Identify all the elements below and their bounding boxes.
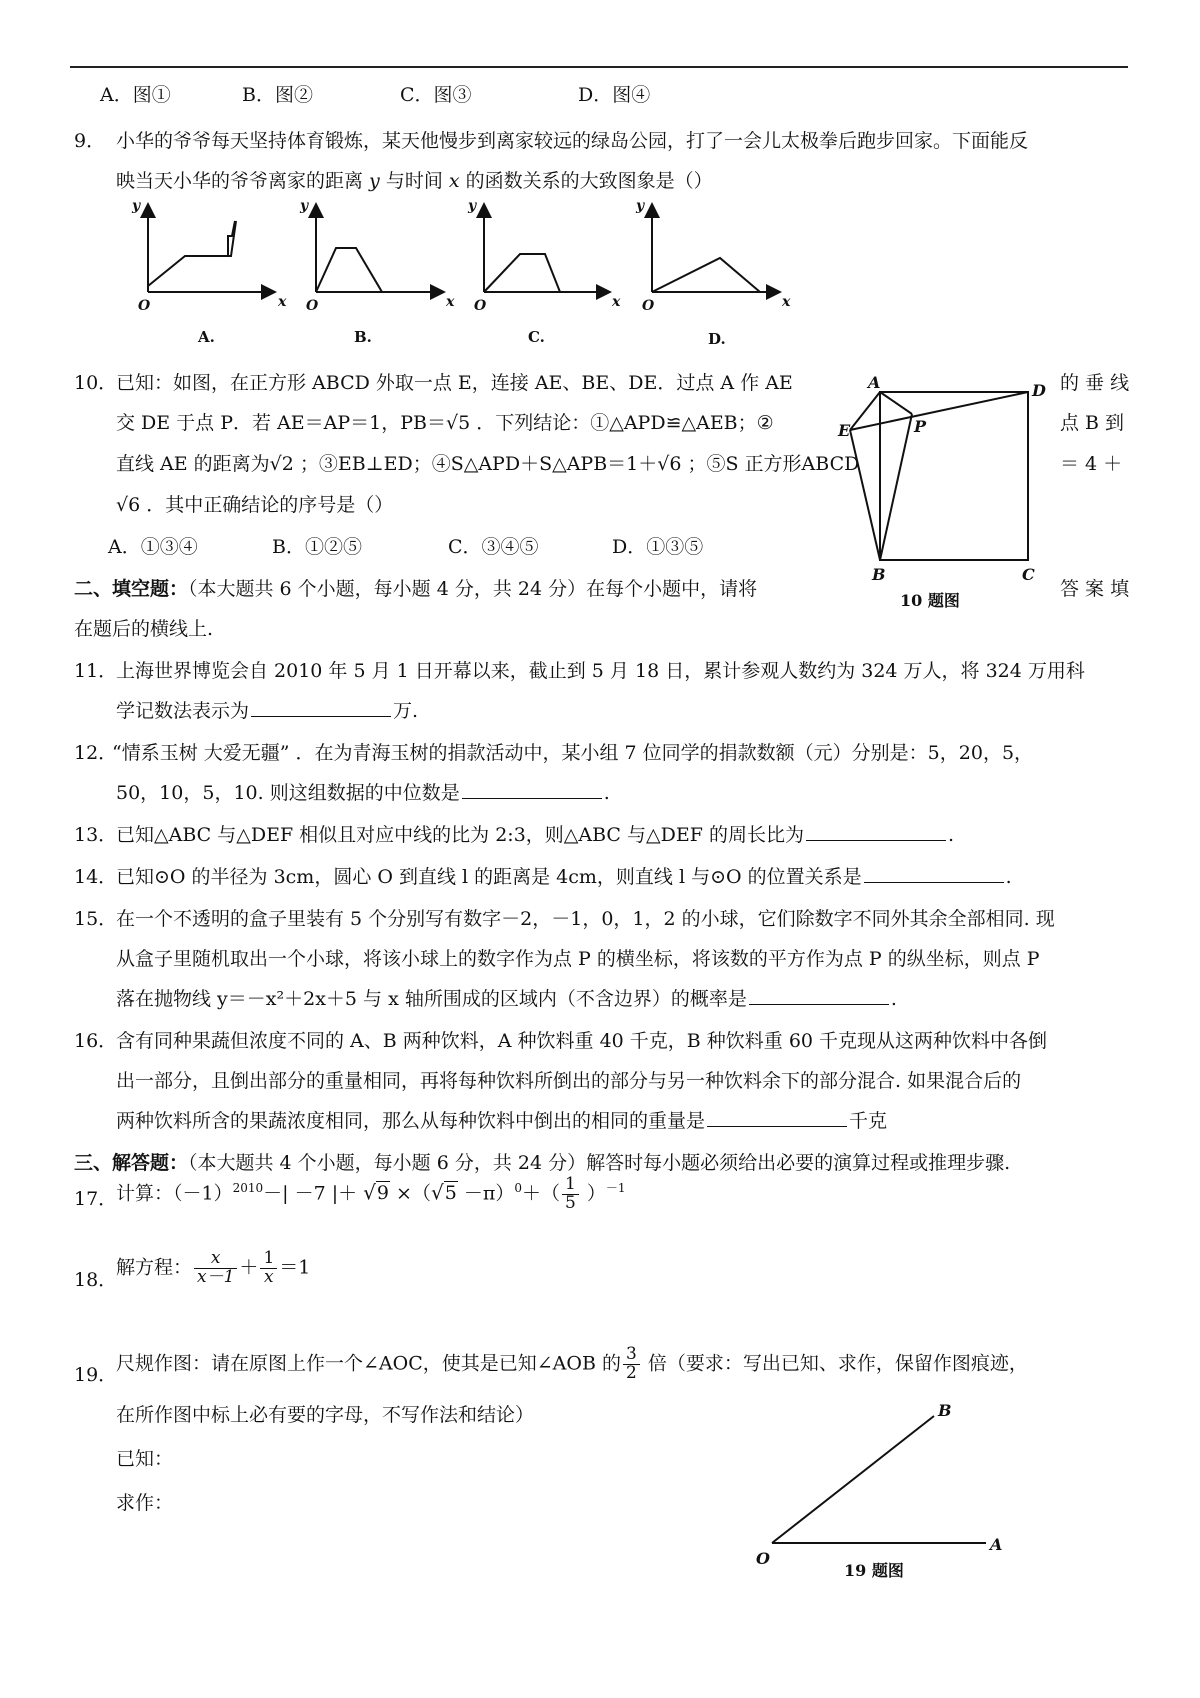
q9-graph-b-x: x bbox=[446, 294, 455, 310]
q10-option-a: A．①③④ bbox=[108, 536, 198, 558]
q15-number: 15． bbox=[74, 908, 118, 930]
q10-fig-label-p: P bbox=[914, 417, 927, 436]
q17-number: 17． bbox=[74, 1188, 118, 1210]
q19-figure bbox=[748, 1400, 1008, 1580]
q19-fig-label-b: B bbox=[938, 1401, 952, 1420]
q9-caption-a: A. bbox=[198, 328, 215, 346]
q16-number: 16． bbox=[74, 1030, 118, 1052]
q19-line1: 尺规作图：请在原图上作一个∠AOC，使其是已知∠AOB 的 $\frac{3}{2}$ 倍（要求：写出已知、求作，保留作图痕迹， bbox=[116, 1344, 1028, 1383]
sec3-heading: 三、解答题：（本大题共 4 个小题，每小题 6 分，共 24 分）解答时每小题必须给出必要的演算过程或推理步骤. bbox=[74, 1152, 1011, 1174]
q9-caption-b: B. bbox=[354, 328, 372, 346]
q8-option-a: A．图① bbox=[100, 84, 171, 106]
q11-number: 11． bbox=[74, 660, 118, 682]
q9-graph-c-x: x bbox=[612, 294, 621, 310]
q19-number: 19． bbox=[74, 1364, 118, 1386]
q9-graph-b-y: y bbox=[300, 198, 309, 214]
q11-line2: 学记数法表示为 万. bbox=[116, 700, 419, 722]
q16-line1: 含有同种果蔬但浓度不同的 A、B 两种饮料，A 种饮料重 40 千克，B 种饮料重 60 千克现从这两种饮料中各倒 bbox=[116, 1030, 1048, 1052]
q15-line3: 落在抛物线 y＝－x²＋2x＋5 与 x 轴所围成的区域内（不含边界）的概率是 . bbox=[116, 988, 897, 1010]
q10-line3: 直线 AE 的距离为√2 ；③EB⊥ED；④S△APD＋S△APB＝1＋√6 ；⑤S 正方形ABCD bbox=[116, 453, 860, 475]
q10-fig-caption: 10 题图 bbox=[900, 591, 960, 610]
q9-graph-b-o: O bbox=[306, 298, 319, 314]
q14-number: 14． bbox=[74, 866, 118, 888]
q9-graphs bbox=[120, 196, 800, 356]
q10-line1: 已知：如图，在正方形 ABCD 外取一点 E，连接 AE、BE、DE．过点 A 作 AE bbox=[116, 372, 793, 394]
q9-graph-a bbox=[148, 204, 275, 292]
q9-graph-b bbox=[316, 204, 444, 292]
q16-line2: 出一部分，且倒出部分的重量相同，再将每种饮料所倒出的部分与另一种饮料余下的部分混合. 如果混合后的 bbox=[116, 1070, 1022, 1092]
q12-line2: 50，10，5，10. 则这组数据的中位数是 . bbox=[116, 782, 610, 804]
q10-line2-right: 点 B 到 bbox=[1060, 412, 1125, 434]
q10-fig-label-b: B bbox=[872, 565, 886, 584]
q10-option-d: D．①③⑤ bbox=[612, 536, 704, 558]
q19-known: 已知： bbox=[116, 1448, 174, 1470]
q13-answer-blank[interactable] bbox=[806, 822, 946, 841]
q9-number: 9． bbox=[74, 130, 106, 152]
q11-answer-blank[interactable] bbox=[251, 698, 391, 717]
q10-option-c: C．③④⑤ bbox=[448, 536, 539, 558]
q12-line1: “情系玉树 大爱无疆” ．在为青海玉树的捐款活动中，某小组 7 位同学的捐款数额（元）分别是：5，20，5， bbox=[112, 742, 1034, 764]
q9-graph-a-y: y bbox=[132, 198, 141, 214]
q12-number: 12． bbox=[74, 742, 118, 764]
q9-caption-d: D. bbox=[708, 330, 726, 348]
q13-text: 已知△ABC 与△DEF 相似且对应中线的比为 2:3，则△ABC 与△DEF 的周长比为 . bbox=[116, 824, 954, 846]
q10-number: 10． bbox=[74, 372, 118, 394]
q8-option-d: D．图④ bbox=[578, 84, 651, 106]
q18-number: 18． bbox=[74, 1269, 118, 1291]
q9-graph-a-o: O bbox=[138, 298, 151, 314]
q9-graph-a-x: x bbox=[278, 294, 287, 310]
q15-line1: 在一个不透明的盒子里装有 5 个分别写有数字－2，－1，0，1，2 的小球，它们除数字不同外其余全部相同. 现 bbox=[116, 908, 1055, 930]
q19-fig-caption: 19 题图 bbox=[844, 1561, 904, 1580]
top-rule bbox=[70, 66, 1128, 68]
sec2-heading: 二、填空题：（本大题共 6 个小题，每小题 4 分，共 24 分）在每个小题中，请将 bbox=[74, 578, 758, 600]
q8-option-c: C．图③ bbox=[400, 84, 472, 106]
q15-answer-blank[interactable] bbox=[749, 986, 889, 1005]
q10-fig-label-a: A bbox=[868, 373, 881, 392]
q9-line2: 映当天小华的爷爷离家的距离 y 与时间 x 的函数关系的大致图象是（） bbox=[116, 170, 713, 192]
q9-graph-d-y: y bbox=[636, 198, 645, 214]
q9-graph-c-y: y bbox=[468, 198, 477, 214]
q9-graph-d-o: O bbox=[642, 298, 655, 314]
q9-caption-c: C. bbox=[528, 328, 545, 346]
q8-option-b: B．图② bbox=[242, 84, 313, 106]
q16-line3: 两种饮料所含的果蔬浓度相同，那么从每种饮料中倒出的相同的重量是 千克 bbox=[116, 1110, 888, 1132]
q9-graph-c-o: O bbox=[474, 298, 487, 314]
q16-answer-blank[interactable] bbox=[707, 1108, 847, 1127]
q14-text: 已知⊙O 的半径为 3cm，圆心 O 到直线 l 的距离是 4cm，则直线 l 与⊙O 的位置关系是 . bbox=[116, 866, 1012, 888]
q19-seek: 求作： bbox=[116, 1492, 174, 1514]
q10-figure bbox=[840, 372, 1050, 612]
q10-option-b: B．①②⑤ bbox=[272, 536, 362, 558]
q9-graph-d-x: x bbox=[782, 294, 791, 310]
q18-equation: 解方程： $\frac{x}{x-1}$ ＋ $\frac{1}{x}$ ＝1 bbox=[116, 1248, 311, 1287]
q10-fig-label-c: C bbox=[1022, 565, 1035, 584]
q15-line2: 从盒子里随机取出一个小球，将该小球上的数字作为点 P 的横坐标，将该数的平方作为点 P 的纵坐标，则点 P bbox=[116, 948, 1040, 970]
q17-expression: 计算：$(-1)^{2010}-| -7$ |＋ $√9 \times(√5 -\pi)^0+$（ $\frac{1}{5}$ ）$^{-1}$ bbox=[116, 1174, 626, 1213]
q10-line2: 交 DE 于点 P．若 AE＝AP＝1，PB＝√5 ．下列结论：①△APD≌△AEB；② bbox=[116, 412, 774, 434]
q10-line3-right: ＝ 4 ＋ bbox=[1060, 453, 1123, 475]
sec2-text-right: 答 案 填 bbox=[1060, 578, 1130, 600]
q9-graph-d bbox=[652, 204, 780, 292]
q13-number: 13． bbox=[74, 824, 118, 846]
q10-fig-label-e: E bbox=[838, 421, 851, 440]
q14-answer-blank[interactable] bbox=[864, 864, 1004, 883]
q9-line1: 小华的爷爷每天坚持体育锻炼，某天他慢步到离家较远的绿岛公园，打了一会儿太极拳后跑步回家。下面能反 bbox=[116, 130, 1029, 152]
q11-line1: 上海世界博览会自 2010 年 5 月 1 日开幕以来，截止到 5 月 18 日，累计参观人数约为 324 万人，将 324 万用科 bbox=[116, 660, 1085, 682]
sec2-line2: 在题后的横线上. bbox=[74, 618, 214, 640]
q19-fig-label-a: A bbox=[990, 1535, 1003, 1554]
q12-answer-blank[interactable] bbox=[462, 780, 602, 799]
q10-fig-label-d: D bbox=[1032, 381, 1046, 400]
q10-line4: √6 ．其中正确结论的序号是（） bbox=[116, 494, 394, 516]
q19-fig-label-o: O bbox=[756, 1549, 770, 1568]
q10-line1-right: 的 垂 线 bbox=[1060, 372, 1130, 394]
q19-line2: 在所作图中标上必有要的字母，不写作法和结论） bbox=[116, 1404, 535, 1426]
q9-graph-c bbox=[484, 204, 610, 292]
